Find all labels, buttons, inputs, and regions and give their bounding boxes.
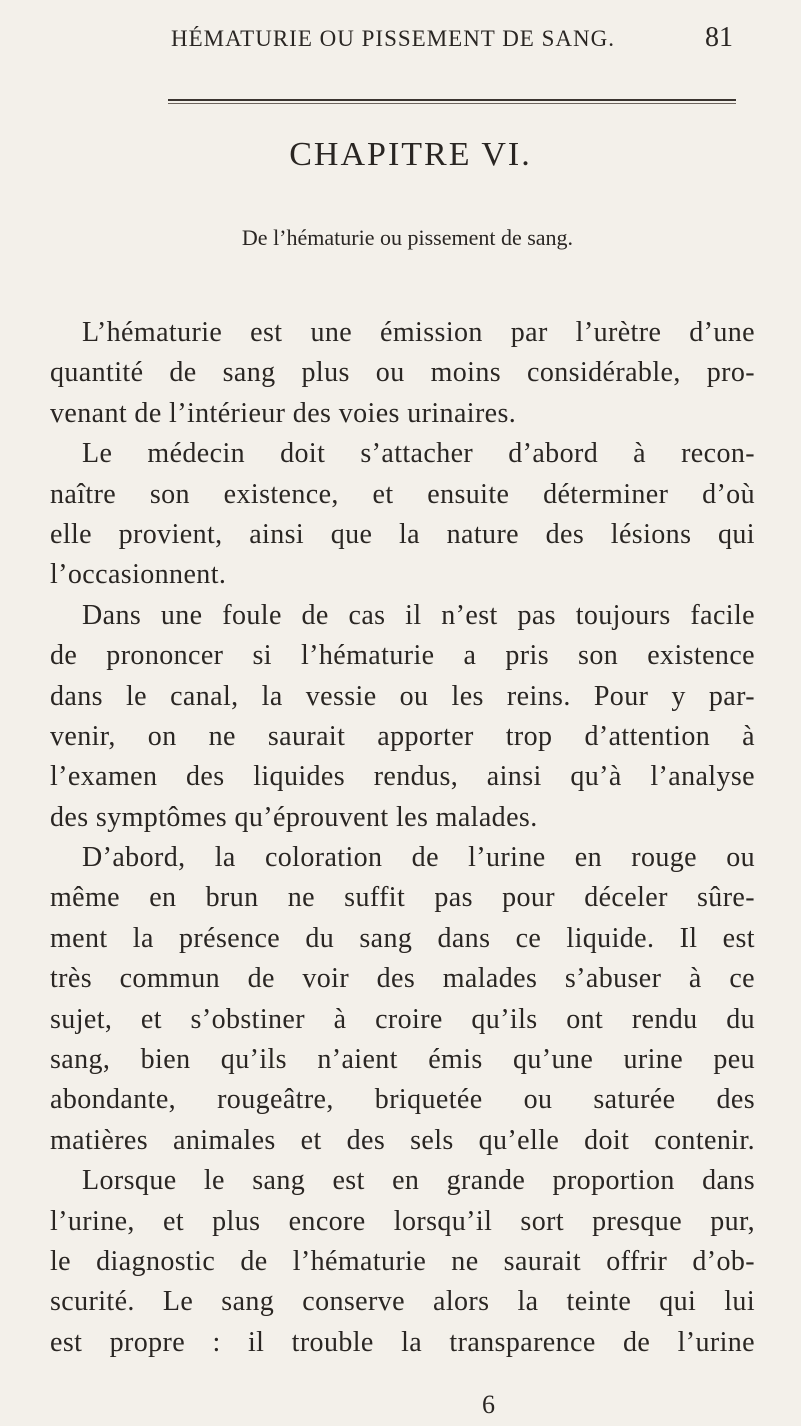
text-line: Lorsque le sang est en grande proportion dans — [82, 1165, 755, 1197]
chapter-title: CHAPITRE VI. — [289, 136, 532, 173]
text-line: D’abord, la coloration de l’urine en rouge ou — [82, 842, 755, 874]
text-line: ment la présence du sang dans ce liquide. Il est — [50, 922, 755, 954]
text-line: sang, bien qu’ils n’aient émis qu’une urine peu — [50, 1044, 755, 1076]
text-line: venant de l’intérieur des voies urinaires. — [50, 397, 517, 429]
text-line: est propre : il trouble la transparence de l’urine — [50, 1326, 755, 1358]
text-line: L’hématurie est une émission par l’urètre d’une — [82, 317, 755, 348]
running-head: HÉMATURIE OU PISSEMENT DE SANG. — [171, 26, 615, 51]
text-line: naître son existence, et ensuite déterminer d’où — [50, 478, 755, 510]
header-rule — [168, 99, 736, 104]
text-line: des symptômes qu’éprouvent les malades. — [50, 801, 538, 833]
text-line: dans le canal, la vessie ou les reins. Pour y par- — [50, 680, 755, 712]
text-line: Dans une foule de cas il n’est pas toujours facile — [82, 599, 755, 631]
signature-mark: 6 — [482, 1390, 495, 1419]
text-line: le diagnostic de l’hématurie ne saurait offrir d’ob- — [50, 1245, 755, 1277]
text-line: abondante, rougeâtre, briquetée ou saturée des — [50, 1084, 755, 1116]
text-line: sujet, et s’obstiner à croire qu’ils ont rendu du — [50, 1003, 755, 1035]
text-line: venir, on ne saurait apporter trop d’attention à — [50, 720, 755, 752]
text-line: très commun de voir des malades s’abuser à ce — [50, 963, 755, 995]
text-line: même en brun ne suffit pas pour déceler sûre- — [50, 882, 755, 914]
text-line: l’examen des liquides rendus, ainsi qu’à l’analyse — [50, 761, 755, 793]
text-line: Le médecin doit s’attacher d’abord à recon- — [82, 438, 755, 470]
text-line: l’occasionnent. — [50, 559, 227, 591]
page-number: 81 — [705, 22, 733, 53]
text-line: l’urine, et plus encore lorsqu’il sort presque pur, — [50, 1205, 755, 1237]
text-line: de prononcer si l’hématurie a pris son existence — [50, 640, 755, 672]
text-line: scurité. Le sang conserve alors la teinte qui lui — [50, 1286, 755, 1318]
text-line: elle provient, ainsi que la nature des lésions qui — [50, 518, 755, 550]
text-line: quantité de sang plus ou moins considérable, pro- — [50, 357, 755, 389]
text-line: matières animales et des sels qu’elle doit contenir. — [50, 1124, 755, 1156]
body-text — [50, 313, 755, 1363]
chapter-subtitle: De l’hématurie ou pissement de sang. — [241, 225, 574, 250]
